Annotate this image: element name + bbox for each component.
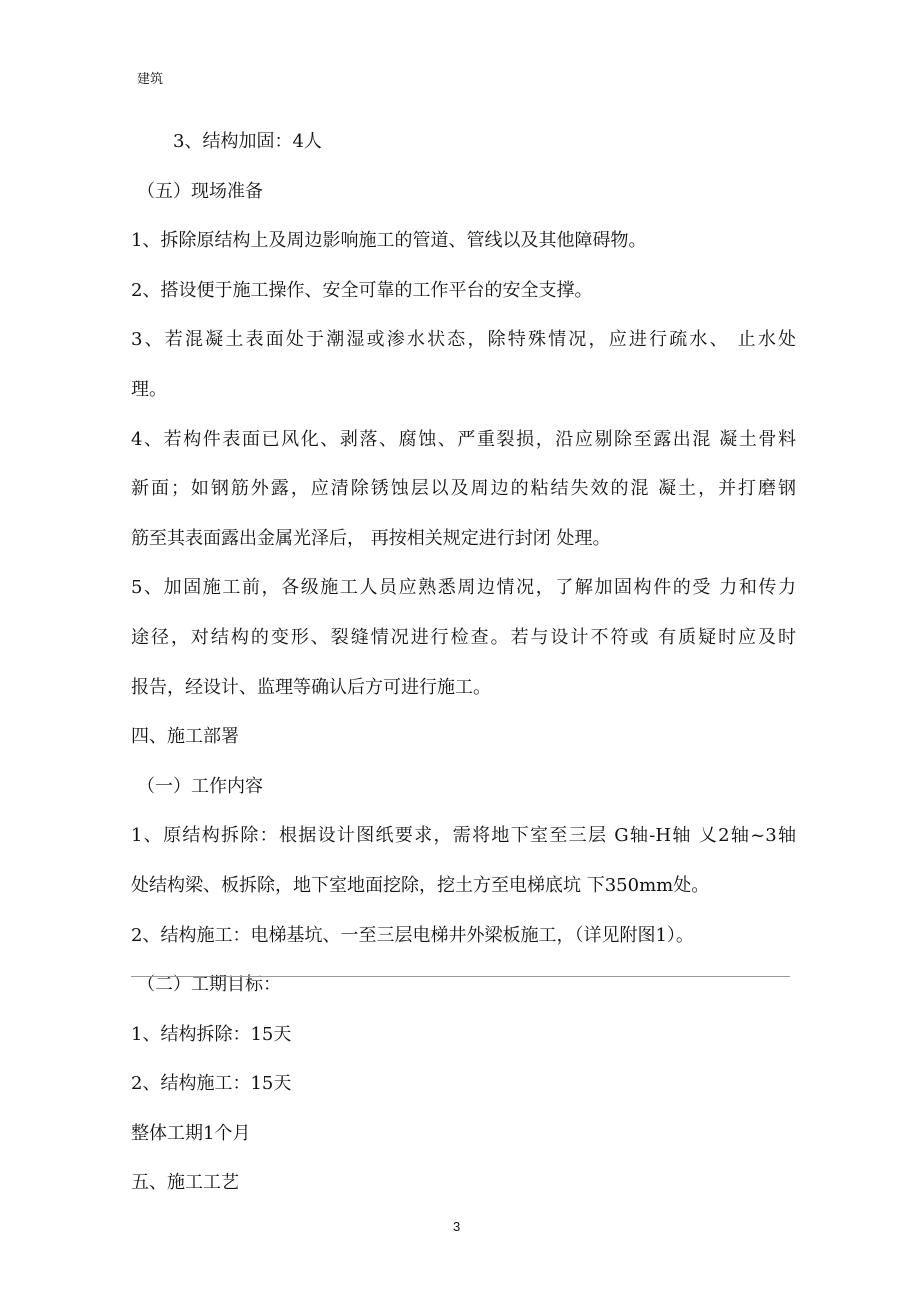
section-heading: 四、施工部署: [131, 726, 239, 748]
horizontal-divider: [131, 976, 790, 977]
paragraph-line: 新面；如钢筋外露，应清除锈蚀层以及周边的粘结失效的混 凝土，并打磨钢: [131, 478, 796, 500]
paragraph-line: 4、若构件表面已风化、剥落、腐蚀、严重裂损，沿应剔除至露出混 凝土骨料: [131, 428, 796, 450]
document-body: [131, 127, 796, 1218]
paragraph-line: 筋至其表面露出金属光泽后， 再按相关规定进行封闭 处理。: [131, 527, 611, 549]
paragraph-line: 理。: [131, 378, 167, 400]
section-heading: （五）现场准备: [137, 180, 263, 202]
paragraph-line: 处结构梁、板拆除，地下室地面挖除，挖土方至电梯底坑 下350mm处。: [131, 874, 710, 896]
page-number: 3: [453, 1219, 461, 1234]
paragraph-line: 3、若混凝土表面处于潮湿或渗水状态，除特殊情况，应进行疏水、 止水处: [131, 329, 796, 351]
section-heading: （一）工作内容: [137, 775, 263, 797]
paragraph-line: 整体工期1个月: [131, 1122, 251, 1144]
page-header: 建筑: [137, 72, 164, 87]
paragraph-line: 途径，对结构的变形、裂缝情况进行检查。若与设计不符或 有质疑时应及时: [131, 626, 796, 648]
paragraph-line: 1、原结构拆除：根据设计图纸要求，需将地下室至三层 G轴-H轴 乂2轴~3轴: [131, 825, 796, 847]
paragraph-line: 报告，经设计、监理等确认后方可进行施工。: [131, 676, 491, 698]
paragraph-line: 3、结构加固：4人: [173, 131, 322, 152]
paragraph-line: 2、结构施工：15天: [131, 1073, 292, 1095]
section-heading: （二）工期目标：: [137, 974, 281, 996]
paragraph-line: 2、搭设便于施工操作、安全可靠的工作平台的安全支撑。: [131, 279, 593, 301]
section-heading: 五、施工工艺: [131, 1172, 239, 1194]
paragraph-line: 5、加固施工前，各级施工人员应熟悉周边情况，了解加固构件的受 力和传力: [131, 577, 796, 599]
paragraph-line: 1、拆除原结构上及周边影响施工的管道、管线以及其他障碍物。: [131, 230, 647, 252]
paragraph-line: 1、结构拆除：15天: [131, 1023, 292, 1045]
paragraph-line: 2、结构施工：电梯基坑、一至三层电梯井外梁板施工，（详见附图1）。: [131, 924, 694, 946]
